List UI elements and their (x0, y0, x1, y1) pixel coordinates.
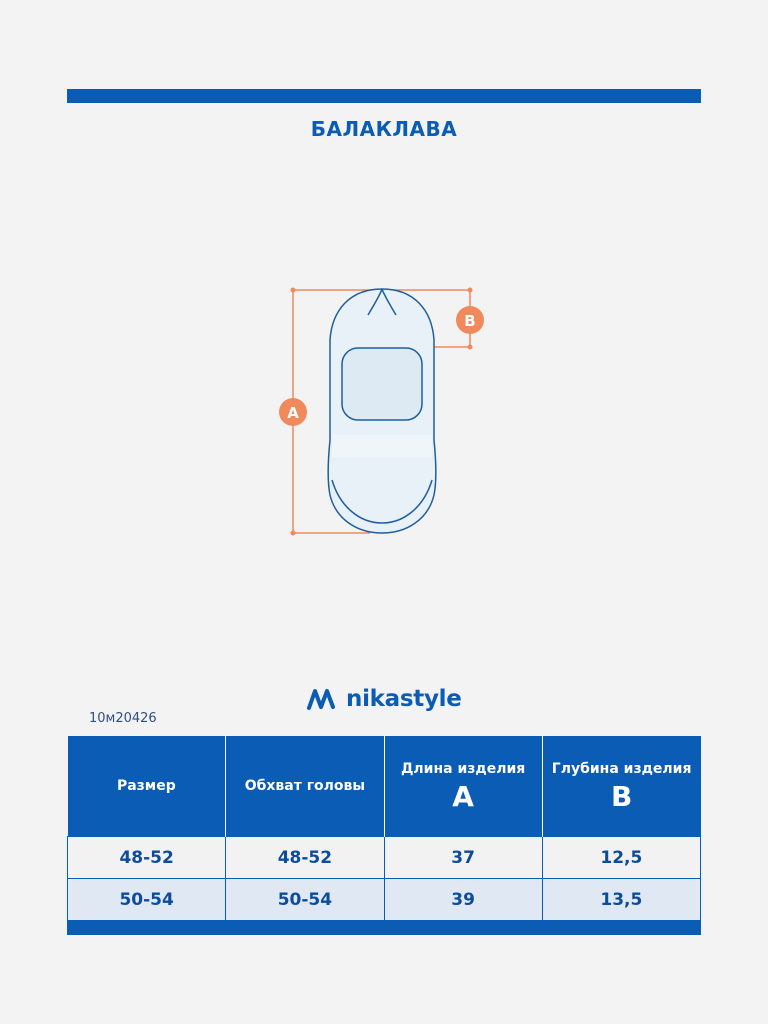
size-table (67, 736, 701, 921)
column-letter: A (452, 780, 474, 813)
brand-name: nikastyle (346, 686, 462, 712)
table-cell: 50-54 (226, 879, 384, 921)
table-cell: 12,5 (542, 837, 700, 879)
table-cell: 37 (384, 837, 542, 879)
label-a-marker (279, 398, 307, 426)
table-cell: 50-54 (68, 879, 226, 921)
table-row (68, 879, 701, 921)
label-b: B (464, 312, 476, 330)
label-b-marker (456, 306, 484, 334)
column-header: Глубина изделия B (542, 736, 700, 837)
column-header: Длина изделия A (384, 736, 542, 837)
nikastyle-logo-icon (306, 686, 338, 712)
page-title: БАЛАКЛАВА (310, 117, 458, 141)
article-number: 10м20426 (89, 711, 157, 726)
table-cell: 39 (384, 879, 542, 921)
table-row (68, 837, 701, 879)
label-a: A (287, 404, 299, 422)
column-header: Размер (68, 736, 226, 837)
table-header-row (68, 736, 701, 837)
bottom-divider-bar (67, 921, 701, 935)
table-cell: 48-52 (68, 837, 226, 879)
column-header: Обхват головы (226, 736, 384, 837)
balaclava-diagram (270, 275, 500, 550)
top-divider-bar (67, 89, 701, 103)
table-cell: 13,5 (542, 879, 700, 921)
balaclava-outline (328, 289, 436, 533)
brand-logo (306, 682, 462, 716)
table-cell: 48-52 (226, 837, 384, 879)
column-letter: B (610, 780, 633, 813)
